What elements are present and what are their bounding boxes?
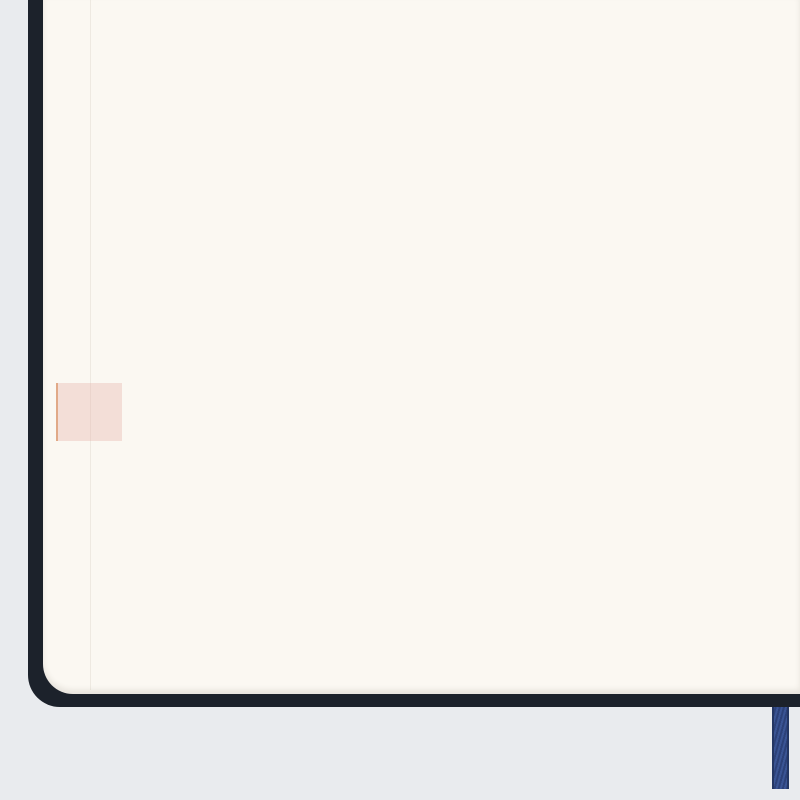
ribbon-bookmark — [772, 694, 789, 789]
grid-paper — [43, 0, 800, 500]
page-edge-crease — [90, 0, 91, 690]
planner-page — [43, 0, 800, 694]
show-through-band — [56, 383, 122, 441]
